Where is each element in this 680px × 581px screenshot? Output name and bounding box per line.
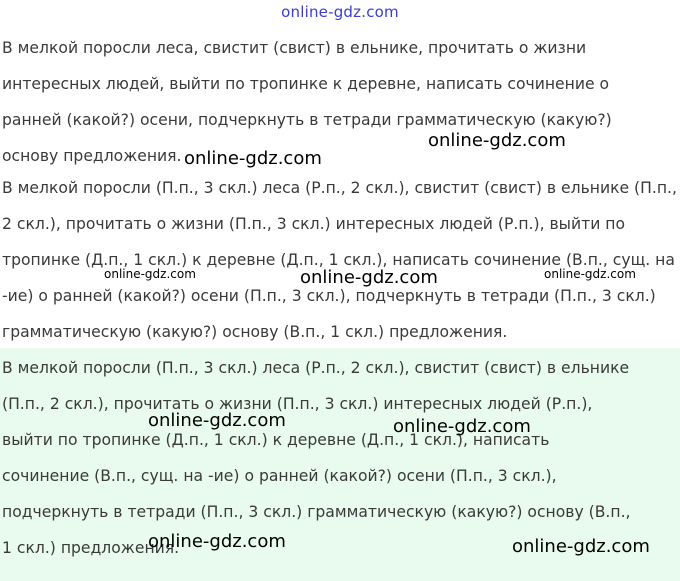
watermark: online-gdz.com xyxy=(428,130,566,151)
watermark: online-gdz.com xyxy=(393,416,531,437)
text-line: В мелкой поросли леса, свистит (свист) в ельнике, прочитать о жизни xyxy=(2,39,587,57)
text-line: (П.п., 2 скл.), прочитать о жизни (П.п., 3 скл.) интересных людей (Р.п.), xyxy=(2,395,593,413)
watermark: online-gdz.com xyxy=(104,267,196,281)
watermark: online-gdz.com xyxy=(184,148,322,169)
highlighted-answer xyxy=(2,350,676,566)
watermark: online-gdz.com xyxy=(300,267,438,288)
site-header-link[interactable]: online-gdz.com xyxy=(281,3,399,21)
text-line: 2 скл.), прочитать о жизни (П.п., 3 скл.) интересных людей (Р.п.), выйти по xyxy=(2,215,626,233)
text-line: выйти по тропинке (Д.п., 1 скл.) к деревне (Д.п., 1 скл.), написать xyxy=(2,431,550,449)
watermark: online-gdz.com xyxy=(544,267,636,281)
text-line: ранней (какой?) осени, подчеркнуть в тетради грамматическую (какую?) xyxy=(2,111,612,129)
text-line: подчеркнуть в тетради (П.п., 3 скл.) грамматическую (какую?) основу (В.п., xyxy=(2,503,631,521)
text-line: -ие) о ранней (какой?) осени (П.п., 3 скл.), подчеркнуть в тетради (П.п., 3 скл.) xyxy=(2,287,656,305)
text-line: тропинке (Д.п., 1 скл.) к деревне (Д.п., 1 скл.), написать сочинение (В.п., сущ. на xyxy=(2,251,675,269)
watermark: online-gdz.com xyxy=(148,531,286,552)
watermark: online-gdz.com xyxy=(512,536,650,557)
text-line: сочинение (В.п., сущ. на -ие) о ранней (какой?) осени (П.п., 3 скл.), xyxy=(2,467,557,485)
watermark: online-gdz.com xyxy=(148,410,286,431)
text-line: В мелкой поросли (П.п., 3 скл.) леса (Р.п., 2 скл.), свистит (свист) в ельнике xyxy=(2,359,630,377)
text-line: интересных людей, выйти по тропинке к деревне, написать сочинение о xyxy=(2,75,610,93)
text-line: 1 скл.) предложения. xyxy=(2,539,180,557)
text-line: основу предложения. xyxy=(2,147,182,165)
original-sentence xyxy=(2,30,676,174)
text-line: В мелкой поросли (П.п., 3 скл.) леса (Р.п., 2 скл.), свистит (свист) в ельнике (П.п., xyxy=(2,179,677,197)
annotated-sentence xyxy=(2,170,676,350)
text-line: грамматическую (какую?) основу (В.п., 1 скл.) предложения. xyxy=(2,323,508,341)
